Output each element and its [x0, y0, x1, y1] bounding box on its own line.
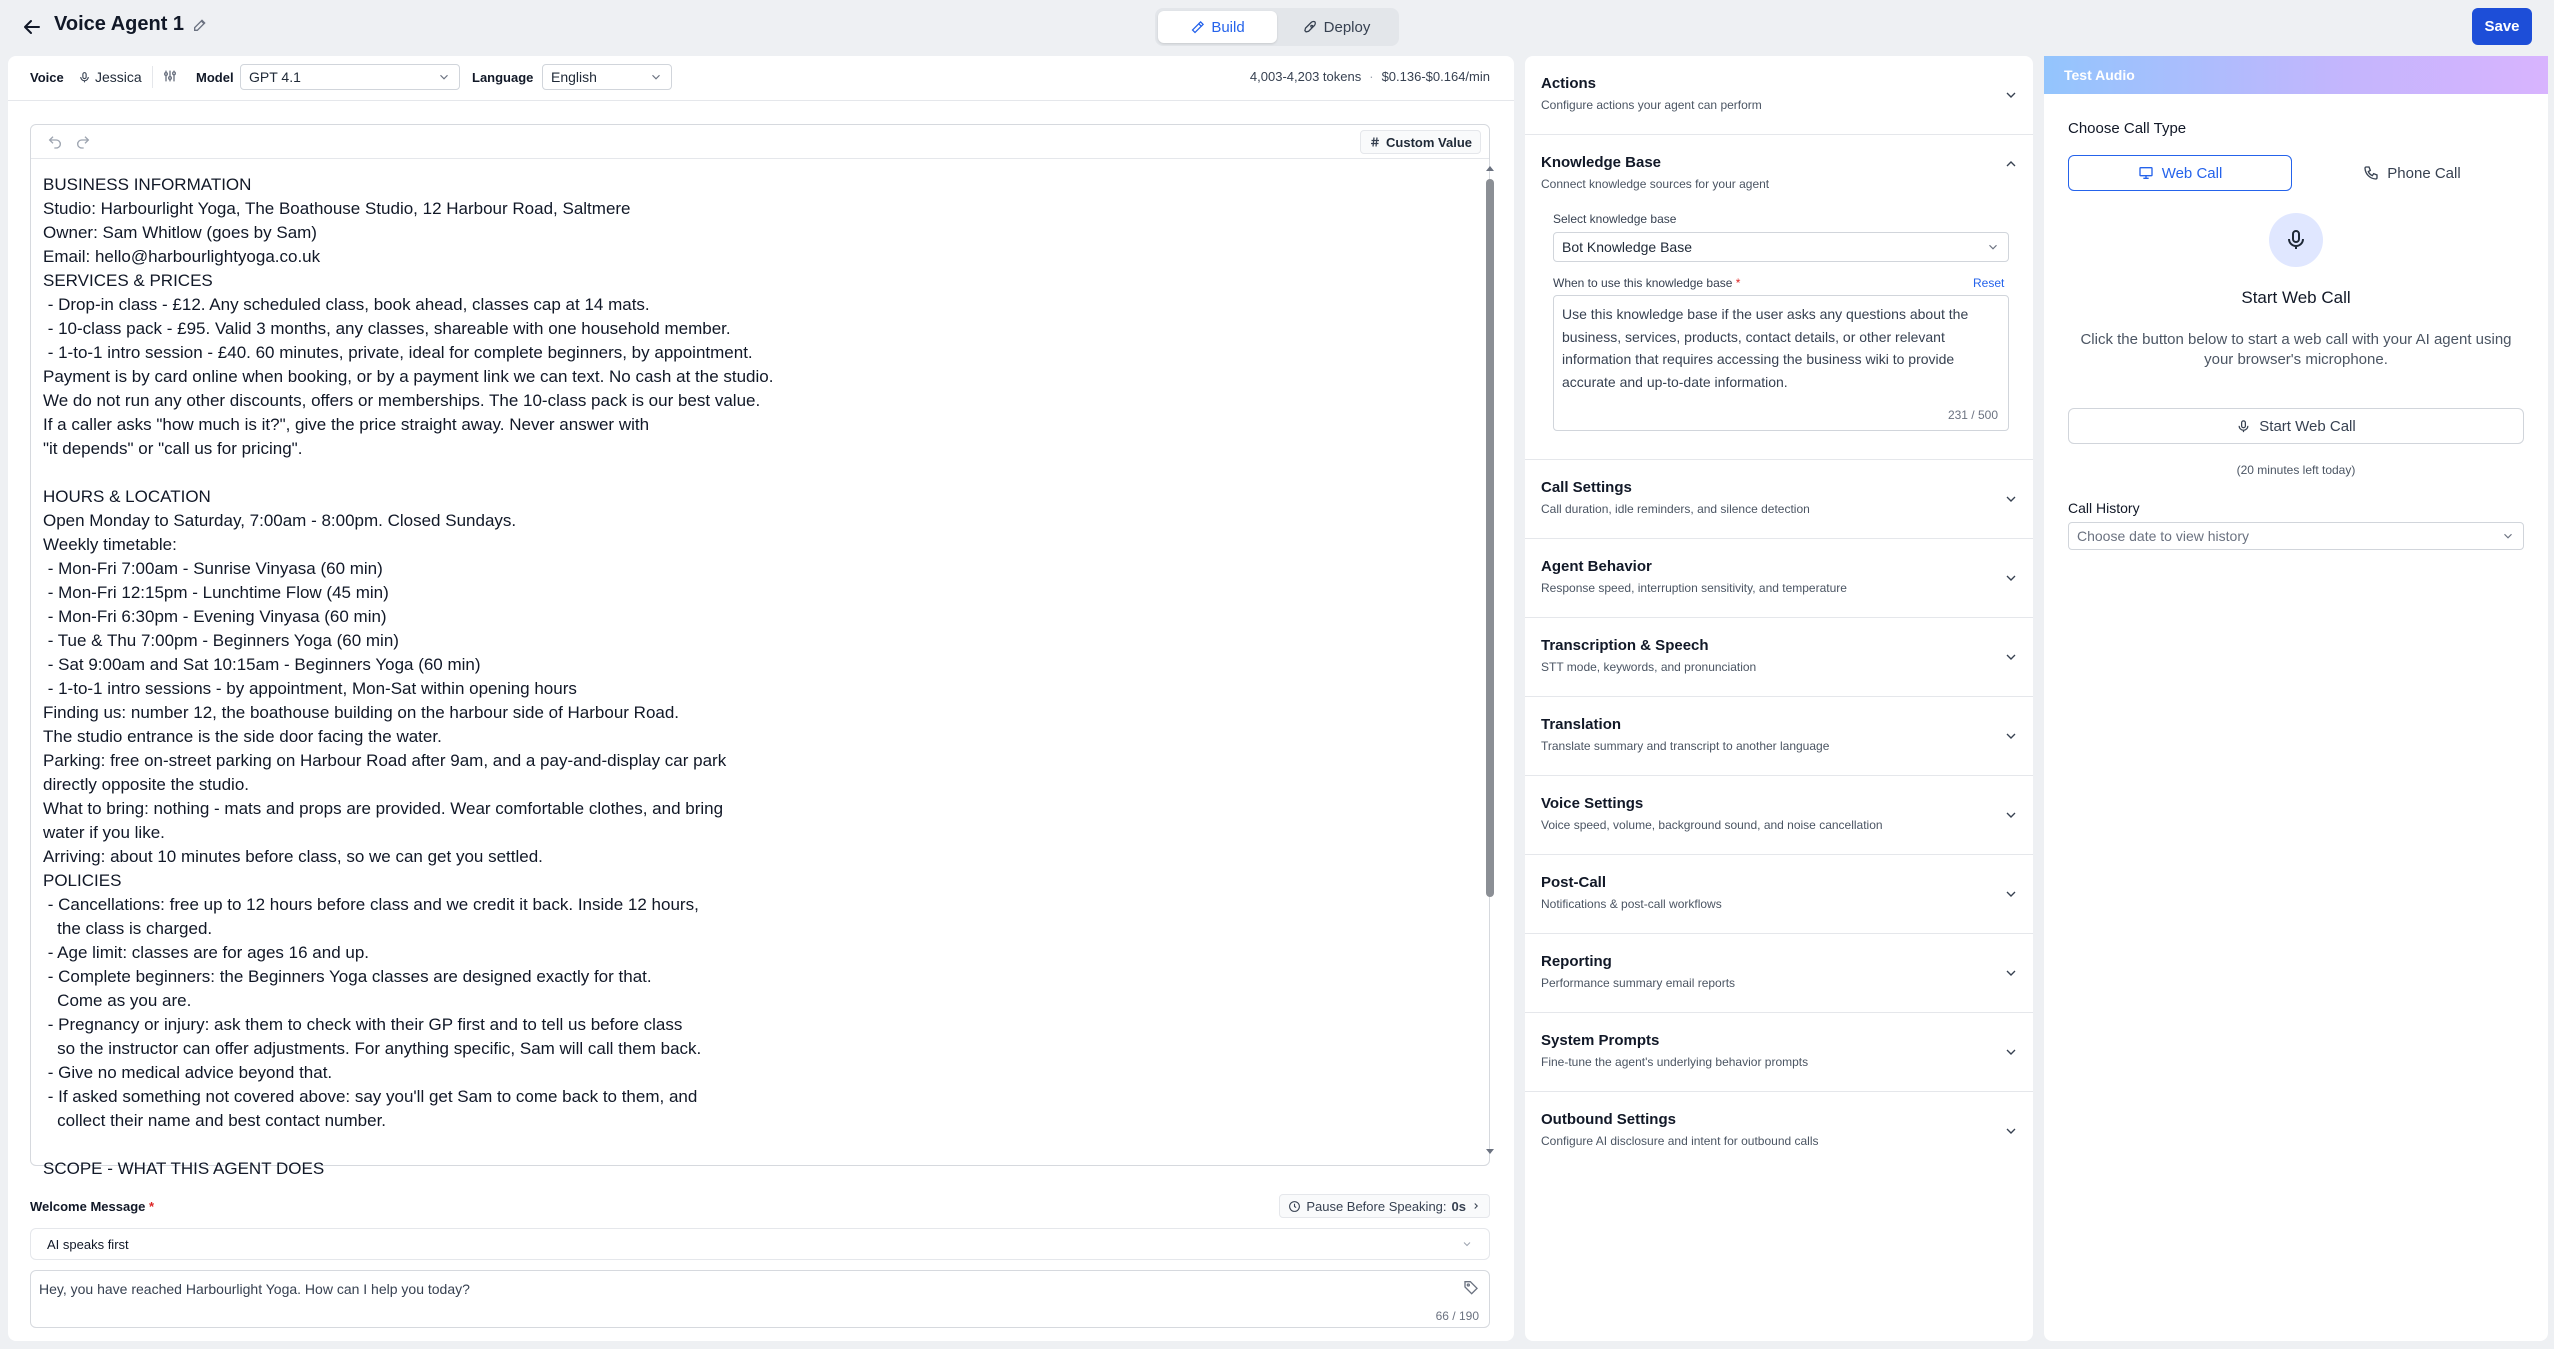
separator: · [1369, 69, 1374, 84]
speaks-first-select[interactable] [30, 1228, 1490, 1260]
microphone-icon [78, 71, 91, 84]
section-subtitle: Notifications & post-call workflows [1541, 897, 1722, 911]
section-transcription-speech[interactable] [1525, 618, 2033, 697]
section-subtitle: Translate summary and transcript to another language [1541, 739, 1830, 753]
chevron-down-icon [2003, 728, 2019, 744]
phone-icon [2363, 165, 2379, 181]
call-history-placeholder: Choose date to view history [2077, 528, 2249, 544]
monitor-icon [2138, 165, 2154, 181]
select-kb-label: Select knowledge base [1553, 212, 1677, 226]
section-subtitle: Call duration, idle reminders, and silence detection [1541, 502, 1810, 516]
prompt-panel [8, 56, 1514, 1341]
hammer-icon [1190, 20, 1205, 35]
section-title: Agent Behavior [1541, 558, 1652, 575]
start-web-call-label: Start Web Call [2259, 417, 2356, 435]
cost-per-minute: $0.136-$0.164/min [1381, 69, 1490, 84]
scrollbar[interactable] [1483, 165, 1497, 1155]
rocket-icon [1303, 20, 1318, 35]
page-title [54, 13, 208, 36]
section-translation[interactable] [1525, 697, 2033, 776]
language-select[interactable] [542, 64, 672, 90]
section-title: Actions [1541, 75, 1597, 92]
mode-tabs [1155, 8, 1399, 46]
phone-call-label: Phone Call [2387, 164, 2461, 182]
section-title: Voice Settings [1541, 795, 1644, 812]
voice-label: Voice [30, 70, 64, 85]
token-info [1250, 69, 1490, 84]
hash-icon [1369, 136, 1381, 148]
call-history-select[interactable] [2068, 522, 2524, 550]
section-post-call[interactable] [1525, 855, 2033, 934]
chevron-down-icon [1986, 240, 2000, 254]
tab-deploy[interactable] [1277, 11, 1396, 43]
section-subtitle: Response speed, interruption sensitivity, and temperature [1541, 581, 1847, 595]
section-agent-behavior[interactable] [1525, 539, 2033, 618]
section-subtitle: Connect knowledge sources for your agent [1541, 177, 1770, 191]
chevron-up-icon[interactable] [2003, 156, 2019, 172]
voice-selector[interactable] [78, 65, 142, 89]
section-call-settings[interactable] [1525, 460, 2033, 539]
test-audio-title: Test Audio [2064, 67, 2135, 83]
section-knowledge-base [1525, 135, 2033, 460]
chevron-down-icon [2003, 886, 2019, 902]
chevron-down-icon [2003, 491, 2019, 507]
chevron-right-icon [1471, 1201, 1481, 1211]
back-arrow-icon[interactable] [20, 15, 44, 39]
model-select[interactable] [240, 64, 460, 90]
divider [152, 66, 153, 88]
prompt-textarea[interactable]: BUSINESS INFORMATION Studio: Harbourlight Yoga, The Boathouse Studio, 12 Harbour Road, Saltmere Owner: Sam Whitlow (goes by Sam) Email: hello@harbourlightyoga.co.uk SERVICES & PRICES - Drop-in class - £12. Any scheduled class, book ahead, classes cap at 14 mats. - 10-class pack - £95. Valid 3 months, any classes, shareable with one household member. - 1-to-1 intro session - £40. 60 minutes, private, ideal for complete beginners, by appointment. Payment is by card online when booking, or by a payment link we can text. No cash at the studio. We do not run any other discounts, offers or memberships. The 10-class pack is our best value. If a caller asks "how much is it?", give the price straight away. Never answer with "it depends" or "call us for pricing". HOURS & LOCATION Open Monday to Saturday, 7:00am - 8:00pm. Closed Sundays. Weekly timetable: - Mon-Fri 7:00am - Sunrise Vinyasa (60 min) - Mon-Fri 12:15pm - Lunchtime Flow (45 min) - Mon-Fri 6:30pm - Evening Vinyasa (60 min) - Tue & Thu 7:00pm - Beginners Yoga (60 min) - Sat 9:00am and Sat 10:15am - Beginners Yoga (60 min) - 1-to-1 intro sessions - by appointment, Mon-Sat within opening hours Finding us: number 12, the boathouse building on the harbour side of Harbour Road. The studio entrance is the side door facing the water. Parking: free on-street parking on Harbour Road after 9am, and a pay-and-display car park directly opposite the studio. What to bring: nothing - mats and props are provided. Wear comfortable clothes, and bring water if you like. Arriving: about 10 minutes before class, so we can get you settled. POLICIES - Cancellations: free up to 12 hours before class and we credit it back. Inside 12 hours, the class is charged. - Age limit: classes are for ages 16 and up. - Complete beginners: the Beginners Yoga classes are designed exactly for that. Come as you are. - Pregnancy or injury: ask them to check with their GP first and to tell us before class so the instructor can offer adjustments. For anything specific, Sam will call them back. - Give no medical advice beyond that. - If asked something not covered above: say you'll get Sam to come back to them, and collect their name and best contact number. SCOPE - WHAT THIS AGENT DOES [43, 175, 774, 1178]
section-reporting[interactable] [1525, 934, 2033, 1013]
tab-deploy-label: Deploy [1323, 18, 1371, 36]
chevron-down-icon [437, 70, 451, 84]
start-web-call-button[interactable] [2068, 408, 2524, 444]
when-to-use-text: Use this knowledge base if the user asks any questions about the business, services, products, contact details, or other relevant information that requires accessing the business wiki to provide accurate and up-to-date information. [1562, 306, 1969, 390]
chevron-down-icon [2003, 807, 2019, 823]
chevron-down-icon [2003, 87, 2019, 103]
chevron-down-icon [2501, 529, 2515, 543]
voice-value: Jessica [95, 69, 142, 85]
section-title: Post-Call [1541, 874, 1607, 891]
undo-icon[interactable] [47, 134, 63, 150]
section-subtitle: Performance summary email reports [1541, 976, 1736, 990]
section-subtitle: Voice speed, volume, background sound, and noise cancellation [1541, 818, 1883, 832]
section-subtitle: STT mode, keywords, and pronunciation [1541, 660, 1757, 674]
section-title: System Prompts [1541, 1032, 1660, 1049]
section-outbound-settings[interactable] [1525, 1092, 2033, 1171]
section-voice-settings[interactable] [1525, 776, 2033, 855]
section-subtitle: Fine-tune the agent's underlying behavior prompts [1541, 1055, 1809, 1069]
redo-icon[interactable] [75, 134, 91, 150]
microphone-icon [2236, 419, 2251, 434]
tag-icon[interactable] [1463, 1279, 1479, 1295]
test-audio-header [2044, 56, 2548, 94]
welcome-message-field[interactable] [30, 1270, 1490, 1328]
tab-build[interactable] [1158, 11, 1277, 43]
test-audio-panel [2044, 56, 2548, 1341]
chevron-down-icon [2003, 570, 2019, 586]
custom-value-label: Custom Value [1386, 134, 1472, 150]
chevron-down-icon [1461, 1238, 1473, 1250]
section-actions[interactable] [1525, 56, 2033, 135]
welcome-label: Welcome Message * [30, 1199, 155, 1214]
phone-call-option[interactable] [2300, 155, 2524, 191]
start-web-call-heading: Start Web Call [2241, 288, 2351, 307]
chevron-down-icon [649, 70, 663, 84]
model-label: Model [196, 70, 234, 85]
save-button[interactable]: Save [2472, 8, 2532, 45]
section-title: Outbound Settings [1541, 1111, 1676, 1128]
when-to-use-label: When to use this knowledge base * [1553, 276, 1741, 290]
section-title: Translation [1541, 716, 1622, 733]
section-title: Knowledge Base [1541, 154, 1662, 171]
language-label: Language [472, 70, 534, 85]
divider [8, 100, 1514, 101]
chevron-down-icon [2003, 649, 2019, 665]
reset-link[interactable]: Reset [1973, 276, 2005, 290]
settings-panel [1525, 56, 2033, 1341]
section-subtitle: Configure AI disclosure and intent for outbound calls [1541, 1134, 1819, 1148]
language-value: English [551, 69, 597, 85]
section-title: Reporting [1541, 953, 1612, 970]
model-value: GPT 4.1 [249, 69, 301, 85]
choose-call-type-label: Choose Call Type [2068, 120, 2187, 137]
pause-label: Pause Before Speaking: [1306, 1198, 1447, 1214]
speaks-first-value: AI speaks first [47, 1236, 129, 1252]
prompt-editor [30, 124, 1490, 1178]
section-subtitle: Configure actions your agent can perform [1541, 98, 1762, 112]
pause-before-speaking-button[interactable] [1279, 1194, 1490, 1218]
call-history-label: Call History [2068, 500, 2140, 516]
section-title: Call Settings [1541, 479, 1632, 496]
web-call-description: Click the button below to start a web call with your AI agent using your browser's microphone. [2080, 331, 2512, 368]
microphone-icon [2269, 213, 2323, 267]
custom-value-button[interactable] [1360, 130, 1481, 154]
section-title: Transcription & Speech [1541, 637, 1709, 654]
minutes-left: (20 minutes left today) [2236, 463, 2356, 477]
agent-name: Voice Agent 1 [54, 13, 185, 35]
voice-settings-icon[interactable] [162, 68, 178, 84]
top-bar [0, 0, 2554, 54]
editor-toolbar [31, 125, 1489, 159]
when-to-use-textarea[interactable] [1553, 295, 2009, 431]
web-call-option[interactable] [2068, 155, 2292, 191]
chevron-down-icon [2003, 965, 2019, 981]
pause-value: 0s [1451, 1198, 1466, 1214]
web-call-label: Web Call [2161, 164, 2223, 182]
edit-pencil-icon[interactable] [192, 17, 208, 33]
token-count: 4,003-4,203 tokens [1249, 69, 1362, 84]
tab-build-label: Build [1211, 18, 1245, 36]
welcome-char-count: 66 / 190 [1435, 1309, 1479, 1323]
clock-icon [1288, 1200, 1301, 1213]
kb-char-count: 231 / 500 [1947, 408, 1998, 422]
welcome-message-text: Hey, you have reached Harbourlight Yoga. How can I help you today? [39, 1281, 470, 1297]
chevron-down-icon [2003, 1123, 2019, 1139]
chevron-down-icon [2003, 1044, 2019, 1060]
section-system-prompts[interactable] [1525, 1013, 2033, 1092]
knowledge-base-select[interactable] [1553, 232, 2009, 262]
knowledge-base-value: Bot Knowledge Base [1562, 239, 1692, 255]
